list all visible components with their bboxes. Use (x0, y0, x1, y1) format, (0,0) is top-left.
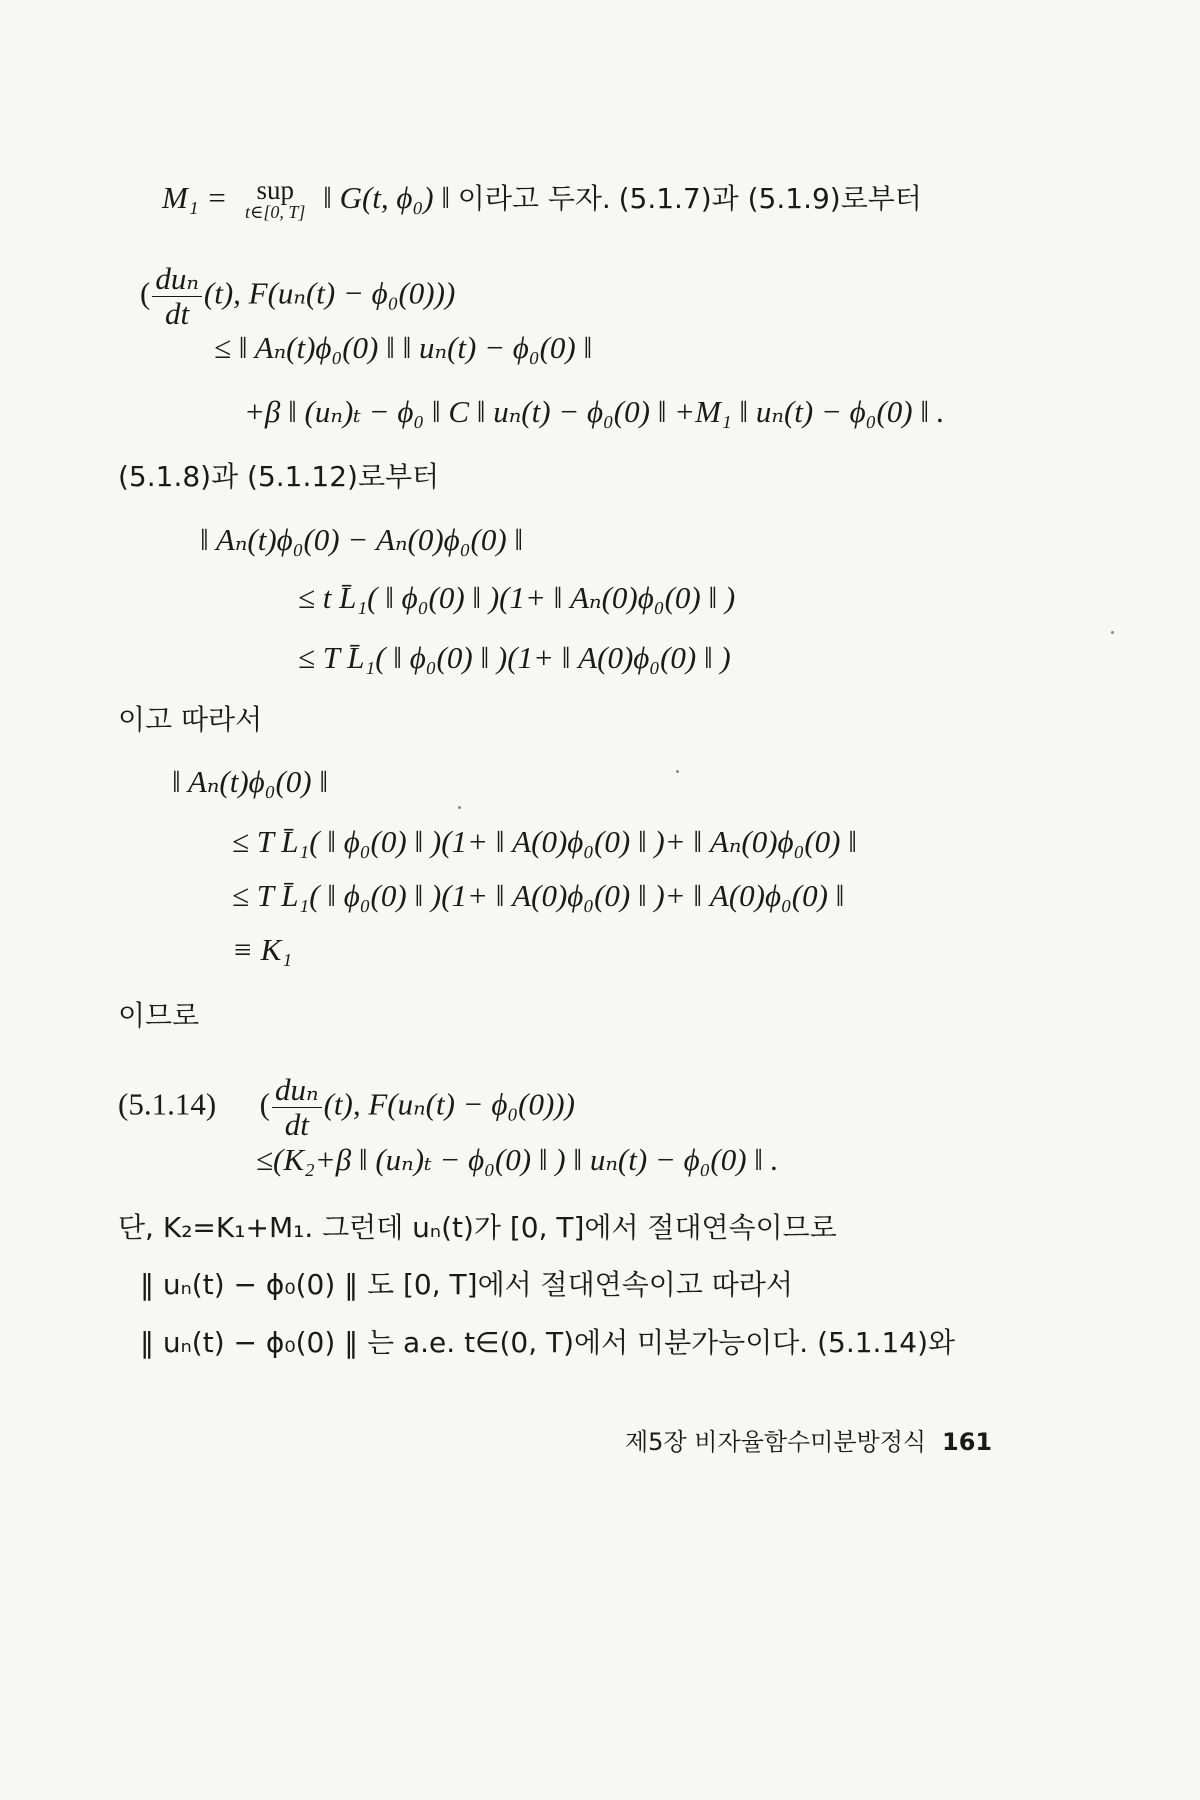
ineq3-line2: ≤ T L̄₁( ‖ ϕ₀(0) ‖ )(1+ ‖ A(0)ϕ₀(0) ‖ )+ ‖ Aₙ(0)ϕ₀(0) ‖ (232, 824, 857, 859)
ineq3-line3: ≤ T L̄₁( ‖ ϕ₀(0) ‖ )(1+ ‖ A(0)ϕ₀(0) ‖ )+ ‖ A(0)ϕ₀(0) ‖ (232, 878, 845, 913)
scan-speck (676, 770, 679, 773)
frac-denominator: dt (165, 296, 190, 331)
ref-paragraph-2: (5.1.8)과 (5.1.12)로부터 (118, 460, 440, 493)
sup-top: sup (256, 174, 294, 205)
ineq3-line4: ≡ K₁ (232, 932, 293, 967)
sup-operator (245, 174, 306, 223)
eq-5114-fraction (272, 1073, 322, 1142)
ineq2-line2: ≤ t L̄₁( ‖ ϕ₀(0) ‖ )(1+ ‖ Aₙ(0)ϕ₀(0) ‖ ) (298, 580, 736, 615)
derivative-fraction (152, 262, 202, 331)
m1-expression: ‖ G(t, ϕ₀) ‖ (323, 180, 451, 215)
scan-speck (1111, 631, 1114, 634)
eq-5114-line2: ≤(K₂+β ‖ (uₙ)ₜ − ϕ₀(0) ‖ ) ‖ uₙ(t) − ϕ₀(0) ‖ . (256, 1142, 779, 1177)
sup-bottom: t∈[0, T] (245, 201, 306, 222)
frac-numerator: duₙ (152, 262, 202, 297)
ineq3-line1: ‖ Aₙ(t)ϕ₀(0) ‖ (172, 764, 329, 799)
m1-refs: (5.1.7)과 (5.1.9)로부터 (618, 182, 922, 215)
ineq2-line3: ≤ T L̄₁( ‖ ϕ₀(0) ‖ )(1+ ‖ A(0)ϕ₀(0) ‖ ) (298, 640, 731, 675)
eq-5114-frac-numerator: duₙ (272, 1073, 322, 1108)
page-number: 161 (942, 1428, 993, 1456)
eq-5114-line1 (118, 1073, 575, 1142)
ineq1-open-paren: ( (140, 275, 151, 311)
text-igo-ttaraseo: 이고 따라서 (118, 703, 263, 736)
m1-lhs: M₁ = (162, 180, 228, 215)
final-paragraph-line1: 단, K₂=K₁+M₁. 그런데 uₙ(t)가 [0, T]에서 절대연속이므로 (118, 1211, 837, 1244)
final-paragraph-line3: ‖ uₙ(t) − ϕ₀(0) ‖ 는 a.e. t∈(0, T)에서 미분가능이다. (5.1.14)와 (140, 1326, 956, 1359)
eq-5114-open-paren: ( (259, 1086, 270, 1122)
footer-chapter-title: 제5장 비자율함수미분방정식 (625, 1428, 927, 1456)
eq-5114-label: (5.1.14) (118, 1086, 217, 1122)
ineq1-line1 (140, 262, 455, 331)
ineq1-lhs-rest: (t), F(uₙ(t) − ϕ₀(0))) (203, 275, 456, 311)
scan-speck (458, 806, 461, 809)
ineq1-line3: +β ‖ (uₙ)ₜ − ϕ₀ ‖ C ‖ uₙ(t) − ϕ₀(0) ‖ +M₁ ‖ uₙ(t) − ϕ₀(0) ‖ . (244, 394, 945, 429)
final-paragraph-line2: ‖ uₙ(t) − ϕ₀(0) ‖ 도 [0, T]에서 절대연속이고 따라서 (140, 1268, 793, 1301)
ineq1-line2: ≤ ‖ Aₙ(t)ϕ₀(0) ‖ ‖ uₙ(t) − ϕ₀(0) ‖ (214, 330, 593, 365)
text-imeuro: 이므로 (118, 999, 200, 1032)
m1-definition-line (162, 174, 922, 223)
eq-5114-lhs-rest: (t), F(uₙ(t) − ϕ₀(0))) (323, 1086, 575, 1122)
eq-5114-frac-denominator: dt (284, 1107, 309, 1142)
ineq2-line1: ‖ Aₙ(t)ϕ₀(0) − Aₙ(0)ϕ₀(0) ‖ (200, 522, 524, 557)
m1-text: 이라고 두자. (457, 182, 611, 215)
